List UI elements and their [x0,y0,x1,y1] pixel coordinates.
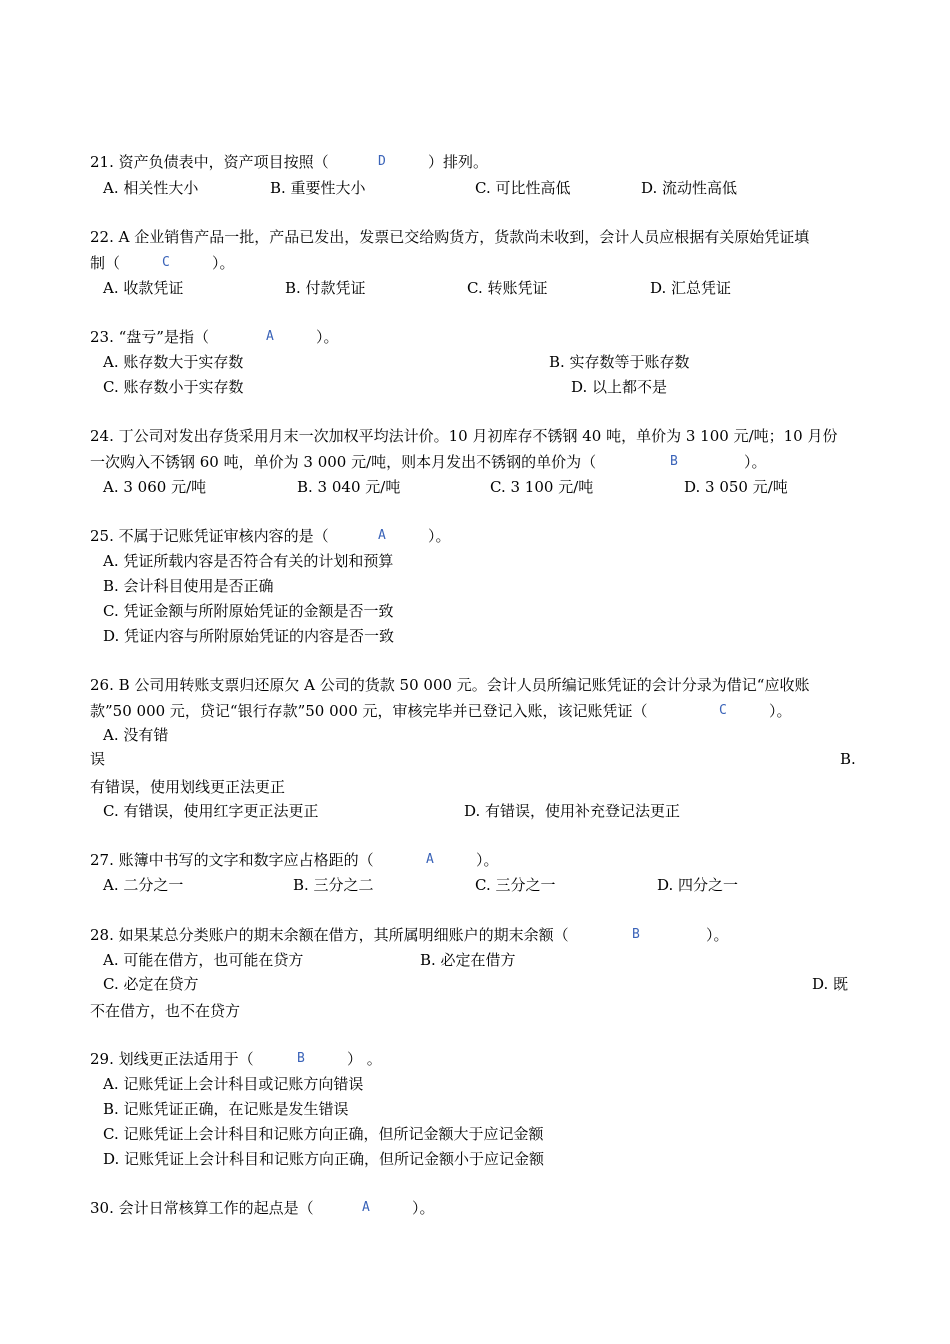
q21-option-c: C. 可比性高低 [475,179,571,197]
question-24-stem-end: ）。 [744,453,767,471]
question-29-answer: B [297,1051,305,1066]
q22-option-c: C. 转账凭证 [467,279,548,297]
q24-option-b: B. 3 040 元/吨 [297,478,401,496]
q25-option-b: B. 会计科目使用是否正确 [103,577,274,595]
q25-option-d: D. 凭证内容与所附原始凭证的内容是否一致 [103,627,395,645]
q28-option-c: C. 必定在贷方 [103,975,199,993]
question-29-stem: 29. 划线更正法适用于（ [90,1050,254,1068]
q27-option-b: B. 三分之二 [293,876,374,894]
question-27-answer: A [426,852,434,867]
question-30-answer: A [362,1200,370,1215]
question-27-stem: 27. 账簿中书写的文字和数字应占格距的（ [90,851,374,869]
q23-option-a: A. 账存数大于实存数 [103,353,244,371]
question-25-stem-end: ）。 [428,527,451,545]
q29-option-c: C. 记账凭证上会计科目和记账方向正确，但所记金额大于应记金额 [103,1125,544,1143]
question-23-stem-end: ）。 [316,328,339,346]
question-25-stem: 25. 不属于记账凭证审核内容的是（ [90,527,329,545]
q21-option-a: A. 相关性大小 [103,179,199,197]
question-23-answer: A [266,329,274,344]
question-25-answer: A [378,528,386,543]
question-24-stem: 24. 丁公司对发出存货采用月末一次加权平均法计价。10 月初库存不锈钢 40 吨，单价为 3 100 元/吨；10 月份 [90,427,838,445]
question-21-answer: D [378,154,386,169]
q26-option-c: C. 有错误，使用红字更正法更正 [103,802,319,820]
q23-option-b: B. 实存数等于账存数 [549,353,690,371]
q22-option-b: B. 付款凭证 [285,279,366,297]
q28-option-d-label: D. 既 [812,975,849,993]
q27-option-a: A. 二分之一 [103,876,184,894]
q27-option-c: C. 三分之一 [475,876,556,894]
question-26-stem-2: 款”50 000 元，贷记“银行存款”50 000 元，审核完毕并已登记入账，该记账凭证（ [90,702,648,720]
question-22-stem-2: 制（ [90,254,121,272]
q21-option-b: B. 重要性大小 [270,179,366,197]
q25-option-a: A. 凭证所载内容是否符合有关的计划和预算 [103,552,394,570]
question-28-answer: B [632,927,640,942]
question-21-stem-end: ）排列。 [428,153,489,171]
q24-option-a: A. 3 060 元/吨 [103,478,207,496]
q23-option-d: D. 以上都不是 [571,378,668,396]
question-29-stem-end: ） 。 [347,1050,382,1068]
question-30-stem: 30. 会计日常核算工作的起点是（ [90,1199,314,1217]
question-21-stem: 21. 资产负债表中，资产项目按照（ [90,153,329,171]
question-26-answer: C [719,703,727,718]
q28-option-a: A. 可能在借方，也可能在贷方 [103,951,304,969]
q23-option-c: C. 账存数小于实存数 [103,378,244,396]
question-22-stem-end: ）。 [212,254,235,272]
q26-option-b: 有错误，使用划线更正法更正 [90,778,286,796]
question-26-stem: 26. B 公司用转账支票归还原欠 A 公司的货款 50 000 元。会计人员所编记账凭证的会计分录为借记“应收账 [90,676,810,694]
question-28-stem: 28. 如果某总分类账户的期末余额在借方，其所属明细账户的期末余额（ [90,926,569,944]
question-26-stem-end: ）。 [769,702,792,720]
question-30-stem-end: ）。 [412,1199,435,1217]
q22-option-a: A. 收款凭证 [103,279,184,297]
question-22-stem: 22. A 企业销售产品一批，产品已发出，发票已交给购货方，货款尚未收到，会计人员应根据有关原始凭证填 [90,228,810,246]
question-23-stem: 23. “盘亏”是指（ [90,328,209,346]
q29-option-b: B. 记账凭证正确，在记账是发生错误 [103,1100,349,1118]
question-22-answer: C [162,255,170,270]
q21-option-d: D. 流动性高低 [641,179,738,197]
q24-option-d: D. 3 050 元/吨 [684,478,788,496]
question-28-stem-end: ）。 [706,926,729,944]
q26-option-a-wrap: 误 [90,750,106,768]
q25-option-c: C. 凭证金额与所附原始凭证的金额是否一致 [103,602,394,620]
q22-option-d: D. 汇总凭证 [650,279,732,297]
q28-option-d: 不在借方，也不在贷方 [90,1002,241,1020]
q28-option-b: B. 必定在借方 [420,951,516,969]
q26-option-d: D. 有错误，使用补充登记法更正 [464,802,681,820]
q29-option-d: D. 记账凭证上会计科目和记账方向正确，但所记金额小于应记金额 [103,1150,545,1168]
question-24-stem-2: 一次购入不锈钢 60 吨，单价为 3 000 元/吨，则本月发出不锈钢的单价为（ [90,453,597,471]
q24-option-c: C. 3 100 元/吨 [490,478,594,496]
q26-option-a: A. 没有错 [103,726,169,744]
q27-option-d: D. 四分之一 [657,876,739,894]
question-27-stem-end: ）。 [476,851,499,869]
q29-option-a: A. 记账凭证上会计科目或记账方向错误 [103,1075,364,1093]
q26-option-b-label: B. [840,750,856,768]
question-24-answer: B [670,454,678,469]
